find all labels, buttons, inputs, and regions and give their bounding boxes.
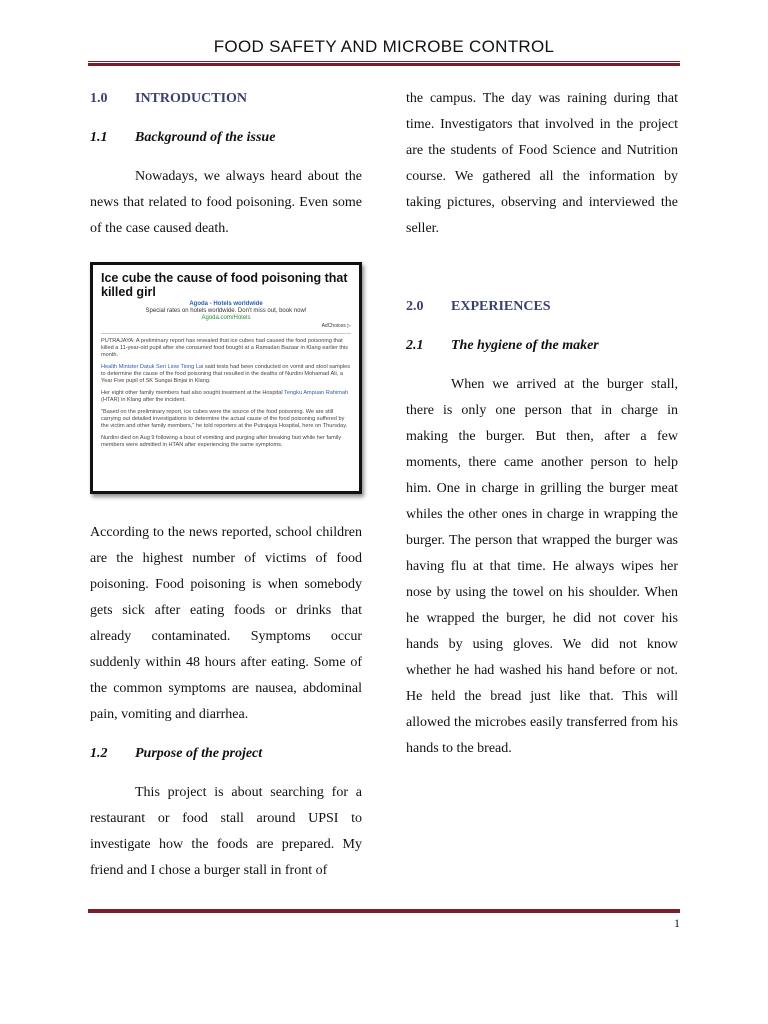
subsection-number: 1.1 <box>90 130 108 145</box>
subsection-number: 1.2 <box>90 746 108 761</box>
section-heading-introduction <box>90 86 362 112</box>
footer-rule <box>88 908 680 913</box>
section-number: 1.0 <box>90 91 108 106</box>
subsection-title: Background of the issue <box>135 130 276 145</box>
subsection-heading-hygiene <box>406 333 678 359</box>
clipping-paragraph <box>101 390 351 404</box>
clipping-ad <box>101 301 351 322</box>
page-number: 1 <box>674 916 680 930</box>
clipping-adchoices: AdChoices ▷ <box>321 323 351 329</box>
paragraph-background: Nowadays, we always heard about the news that related to food poisoning. Even some of the case caused death. <box>90 169 362 236</box>
clipping-text: Her eight other family members had also sought treatment at the Hospital <box>101 390 285 396</box>
clipping-paragraph: "Based on the preliminary report, ice cubes were the source of the food poisoning. We are still carrying out detailed investigations to determine the actual cause of the food poisoning suffered by the victim and other family members," he told reporters at the Putrajaya Hospital, here on Thursday. <box>101 409 348 429</box>
header-rule <box>88 61 680 66</box>
subsection-title: The hygiene of the maker <box>451 338 599 353</box>
running-header: FOOD SAFETY AND MICROBE CONTROL <box>213 37 555 56</box>
clipping-paragraph: PUTRAJAYA: A preliminary report has revealed that ice cubes had caused the food poisoning that killed a 11-year-old pupil after she consumed food bought at a Ramadan Bazaar in Klang earlier this month. <box>101 338 349 358</box>
subsection-number: 2.1 <box>406 338 424 353</box>
section-title: EXPERIENCES <box>451 299 551 314</box>
section-number: 2.0 <box>406 299 424 314</box>
clipping-link: Tengku Ampuan Rahimah <box>284 390 349 396</box>
section-heading-experiences <box>406 294 678 320</box>
clipping-text: (HTAR) in Klang after the incident. <box>101 397 186 403</box>
subsection-heading-background <box>90 125 362 151</box>
paragraph-purpose-continued: the campus. The day was raining during that time. Investigators that involved in the project are the students of Food Science and Nutrition course. We gathered all the information by taking pictures, observing and interviewed the seller. <box>406 91 678 236</box>
news-clipping-image <box>90 262 362 494</box>
left-column <box>90 86 362 884</box>
clipping-text: said tests had been conducted on vomit and stool samples to determine the cause of the food poisoning that resulted in the deaths of Nurdini Mohamad Ali, a Year Five pupil of SK Sungai Binjai in Klang. <box>101 364 351 384</box>
clipping-headline: Ice cube the cause of food poisoning that killed girl <box>101 271 348 299</box>
right-column <box>406 86 678 762</box>
clipping-paragraph: Nurdini died on Aug 9 following a bout of vomiting and purging after breaking fast while her family members were admitted in HTAN after experiencing the same symptoms. <box>101 435 342 448</box>
clipping-paragraph <box>101 364 351 385</box>
clipping-link: Health Minister Datuk Seri Liow Tiong Lai <box>101 364 204 370</box>
paragraph-hygiene: When we arrived at the burger stall, there is only one person that in charge in making the burger. But then, after a few moments, there came another person to help him. One in charge in grilling the burger meat whiles the other ones in charge in wrapping the burger. The person that wrapped the burger was having flu at that time. He always wipes her nose by using the towel on his shoulder. When he wrapped the burger, he did not cover his hands by using gloves. We did not know whether he had washed his hand before or not. He held the bread just like that. This will allowed the microbes easily transferred from his hands to the bread. <box>406 377 678 756</box>
section-title: INTRODUCTION <box>135 91 248 106</box>
paragraph-news-report: According to the news reported, school children are the highest number of victims of food poisoning. Food poisoning is when somebody gets sick after eating foods or drinks that already contaminated. Symptoms occur suddenly within 48 hours after eating. Some of the common symptoms are nausea, abdominal pain, vomiting and diarrhea. <box>90 525 362 722</box>
paragraph-purpose: This project is about searching for a restaurant or food stall around UPSI to investigate how the foods are prepared. My friend and I chose a burger stall in front of <box>90 785 362 878</box>
clipping-ad-link: Agoda - Hotels worldwide <box>189 301 263 307</box>
clipping-divider <box>101 333 351 334</box>
subsection-title: Purpose of the project <box>135 746 263 761</box>
clipping-ad-text: Special rates on hotels worldwide. Don't miss out, book now! <box>145 308 307 314</box>
subsection-heading-purpose <box>90 741 362 767</box>
clipping-ad-url: Agoda.com/Hotels <box>201 315 251 321</box>
